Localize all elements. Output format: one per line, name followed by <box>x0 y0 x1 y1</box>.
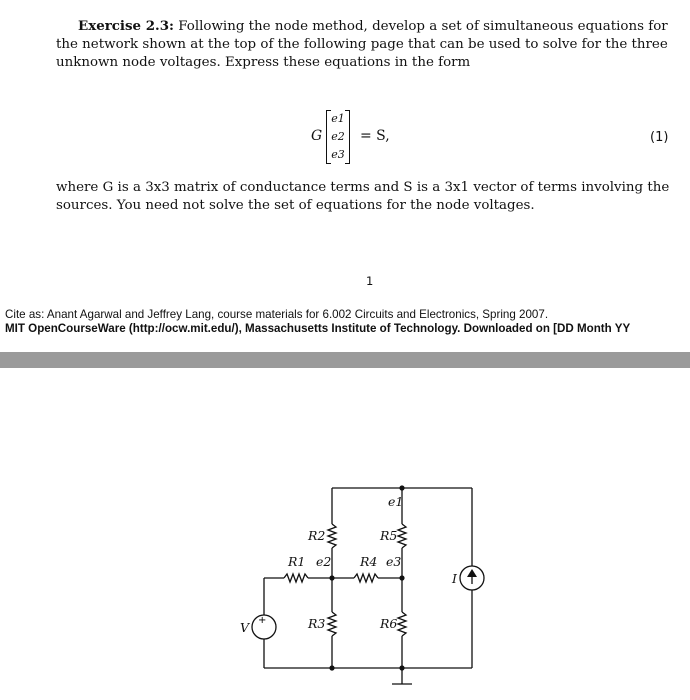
label-e2: e2 <box>316 554 332 569</box>
label-r3: R3 <box>308 616 326 631</box>
exercise-text: Following the node method, develop a set of simultaneous equations for the network shown at the top of the following page that can be used to solve for the three unknown node voltages. Express these equations in the form <box>56 19 668 70</box>
exercise-label: Exercise 2.3: <box>78 18 174 34</box>
citation-line-1: Cite as: Anant Agarwal and Jeffrey Lang, course materials for 6.002 Circuits and Electronics, Spring 2007. <box>5 308 549 321</box>
label-e1: e1 <box>388 494 404 509</box>
label-r5: R5 <box>380 528 398 543</box>
resistor-r5 <box>398 524 406 548</box>
equation-rhs: = S, <box>360 128 390 144</box>
label-i: I <box>452 571 457 586</box>
equation <box>0 106 690 166</box>
resistor-r2 <box>328 524 336 548</box>
equation-lhs: G <box>311 128 323 144</box>
page-number: 1 <box>366 274 374 288</box>
label-r6: R6 <box>380 616 398 631</box>
label-r2: R2 <box>308 528 326 543</box>
vector-entry-e3: e3 <box>331 148 345 161</box>
label-v: V <box>240 620 250 635</box>
vector-entry-e1: e1 <box>331 112 345 125</box>
label-r1: R1 <box>288 554 306 569</box>
circuit-diagram <box>0 368 690 700</box>
resistor-r4 <box>354 574 378 582</box>
resistor-r3 <box>328 612 336 636</box>
resistor-r1 <box>284 574 308 582</box>
equation-number: (1) <box>650 130 669 145</box>
label-e3: e3 <box>386 554 402 569</box>
current-source-arrow-icon <box>467 569 477 577</box>
resistor-r6 <box>398 612 406 636</box>
exercise-paragraph <box>56 17 676 72</box>
citation-line-2: MIT OpenCourseWare (http://ocw.mit.edu/), Massachusetts Institute of Technology. Downloaded on [DD Month YY <box>5 322 631 335</box>
label-r4: R4 <box>360 554 378 569</box>
page-divider <box>0 352 690 368</box>
node-voltage-vector <box>326 110 350 164</box>
voltage-plus-label: + <box>258 615 267 626</box>
description-paragraph: where G is a 3x3 matrix of conductance terms and S is a 3x1 vector of terms involving the sources. You need not solve the set of equations for the node voltages. <box>56 180 670 213</box>
vector-entry-e2: e2 <box>331 130 345 143</box>
